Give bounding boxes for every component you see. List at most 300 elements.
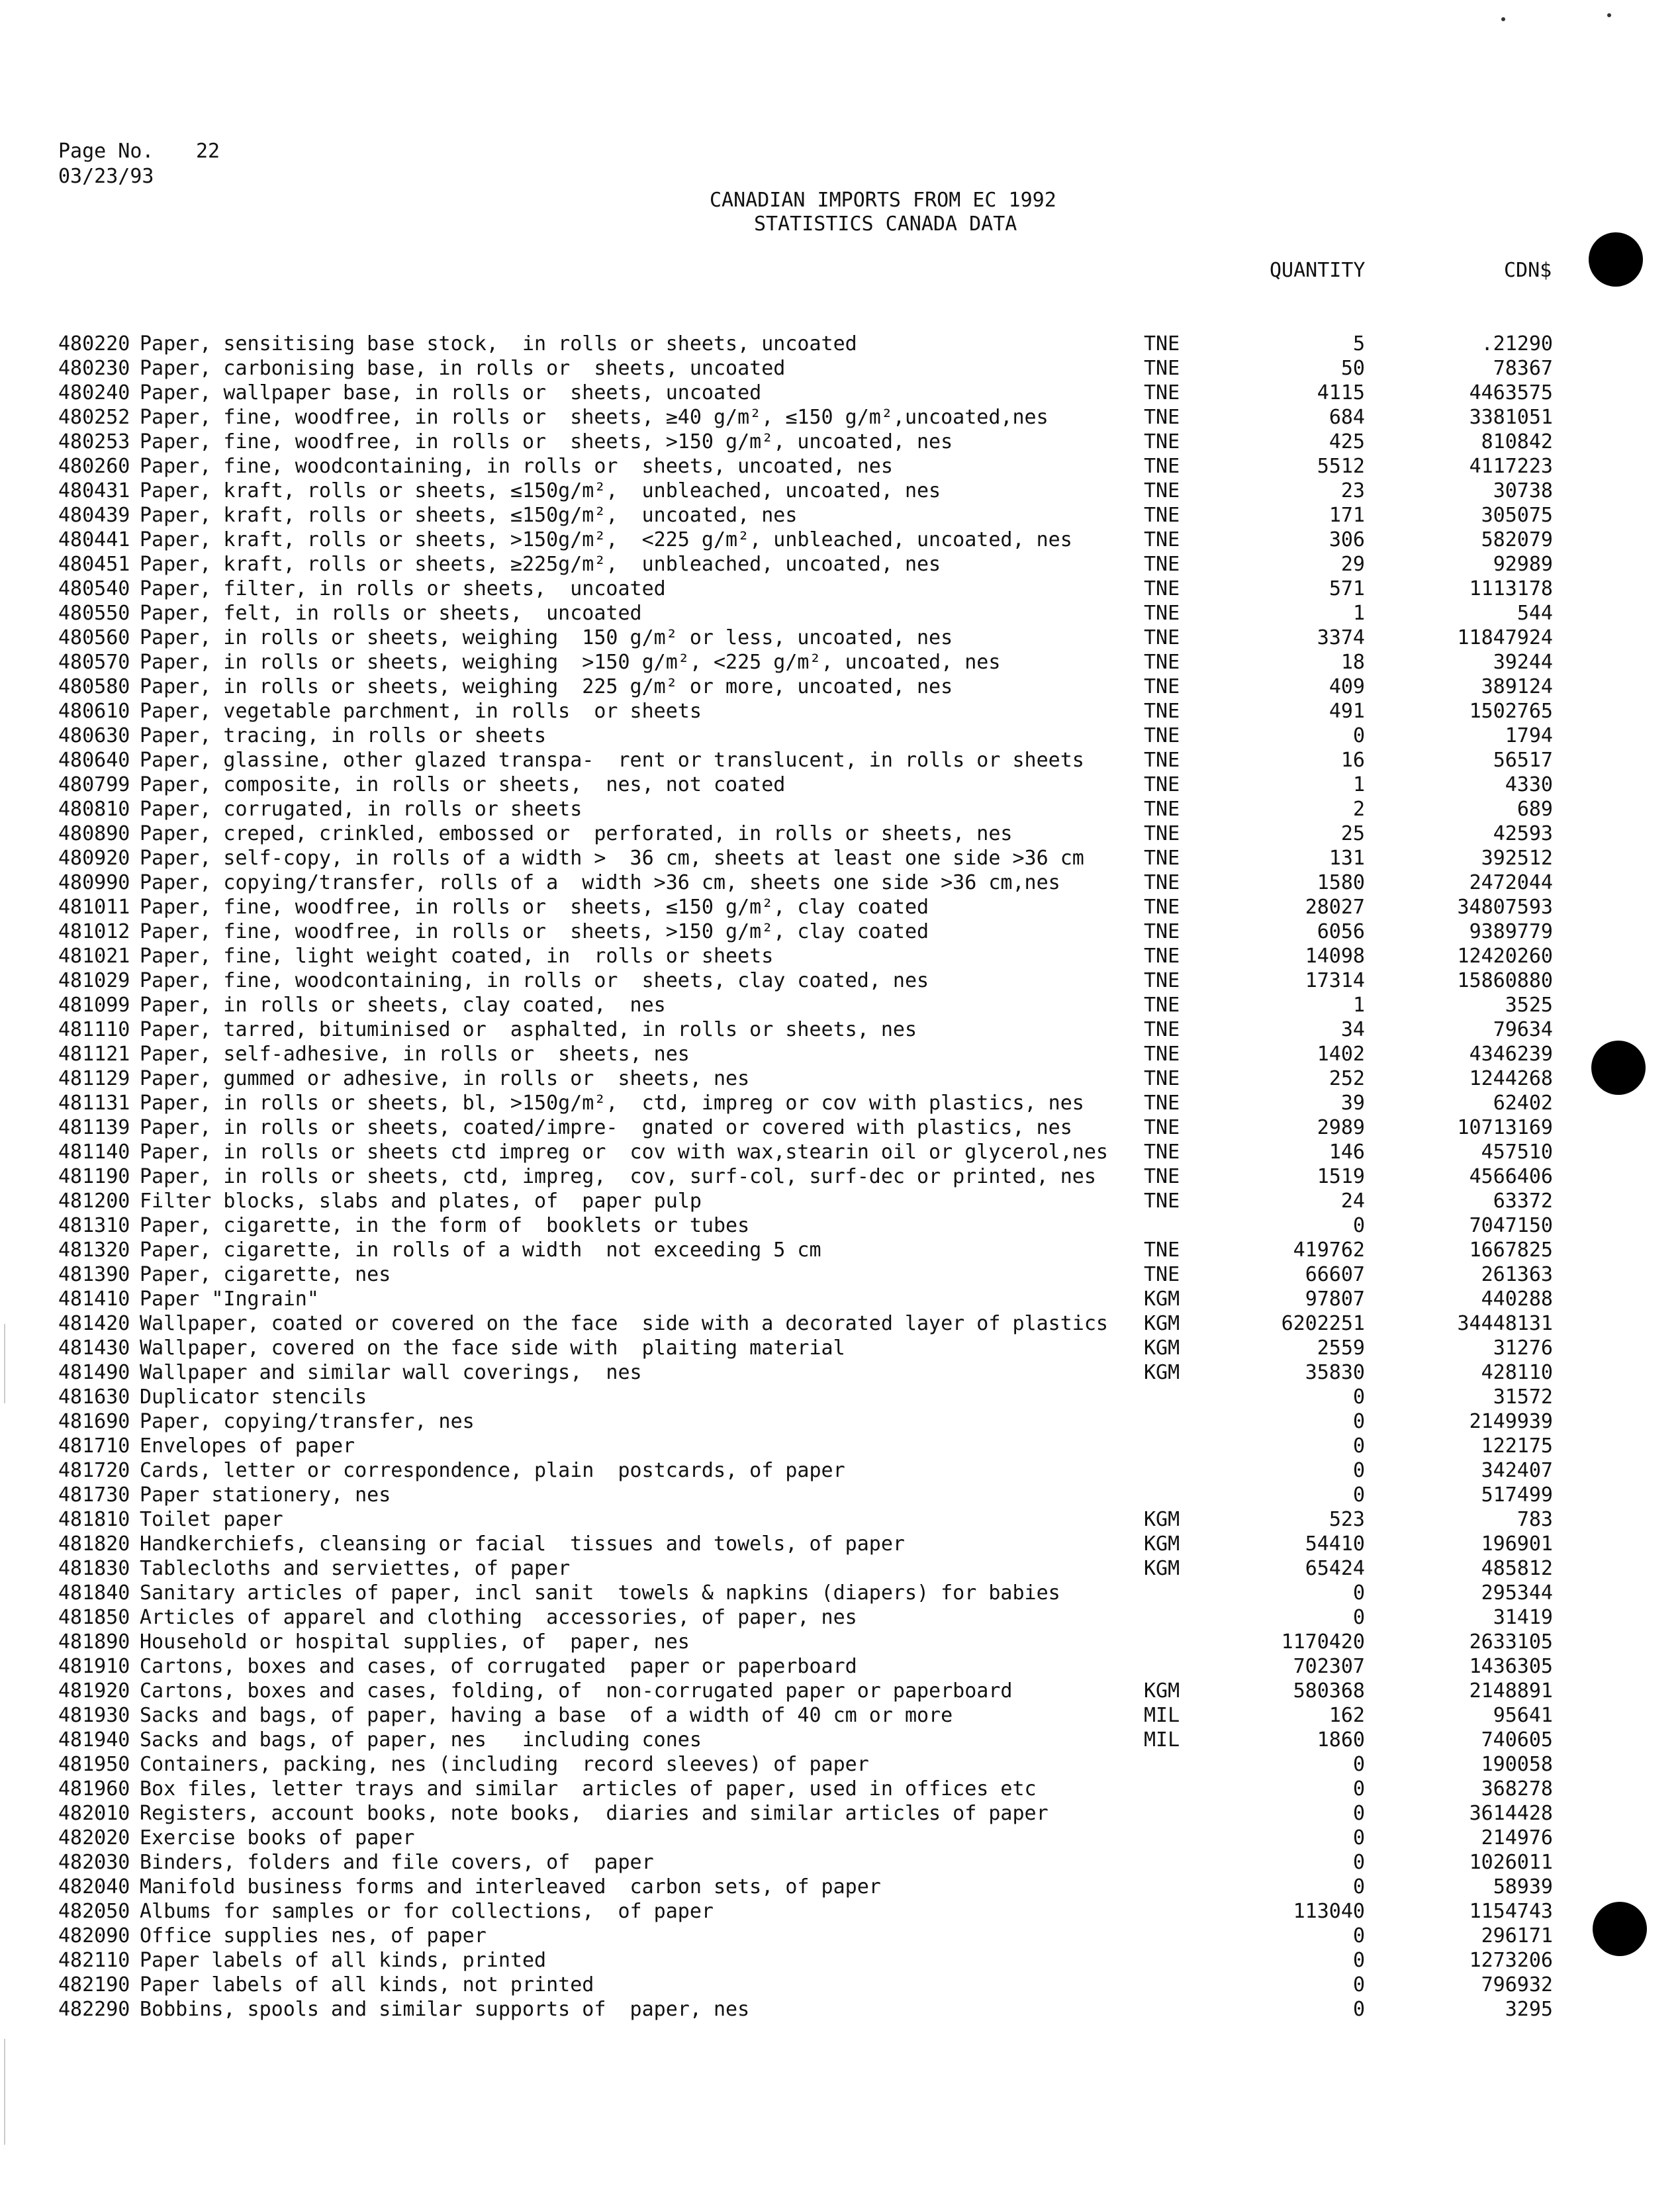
quantity-value: 24	[1340, 1190, 1365, 1213]
table-row	[0, 1091, 1680, 1115]
item-description: Paper, tracing, in rolls or sheets	[140, 724, 547, 747]
item-description: Cartons, boxes and cases, of corrugated paper or paperboard	[140, 1655, 857, 1678]
unit-of-measure: TNE	[1144, 626, 1180, 649]
quantity-value: 0	[1352, 1459, 1365, 1482]
quantity-value: 0	[1352, 1483, 1365, 1507]
quantity-value: 29	[1340, 553, 1365, 576]
table-row	[0, 1189, 1680, 1213]
hs-code: 480260	[58, 455, 130, 478]
item-description: Paper, in rolls or sheets, clay coated, nes	[140, 994, 666, 1017]
table-row	[0, 1238, 1680, 1262]
item-description: Office supplies nes, of paper	[140, 1924, 487, 1947]
item-description: Paper, carbonising base, in rolls or sheets, uncoated	[140, 357, 786, 380]
cdn-value: 95641	[1493, 1704, 1553, 1727]
quantity-value: 5512	[1317, 455, 1365, 478]
hs-code: 480230	[58, 357, 130, 380]
cdn-value: 810842	[1481, 430, 1553, 453]
unit-of-measure: TNE	[1144, 675, 1180, 698]
quantity-value: 0	[1352, 1826, 1365, 1850]
quantity-value: 16	[1340, 749, 1365, 772]
cdn-value: 31419	[1493, 1606, 1553, 1629]
table-row	[0, 919, 1680, 944]
quantity-value: 17314	[1305, 969, 1365, 992]
cdn-value: 214976	[1481, 1826, 1553, 1850]
table-row	[0, 748, 1680, 773]
item-description: Paper, kraft, rolls or sheets, ≥225g/m², unbleached, uncoated, nes	[140, 553, 941, 576]
cdn-value: 689	[1517, 798, 1553, 821]
cdn-value: 30738	[1493, 479, 1553, 502]
table-row	[0, 724, 1680, 748]
quantity-value: 146	[1329, 1141, 1365, 1164]
quantity-value: 0	[1352, 1998, 1365, 2021]
hs-code: 480810	[58, 798, 130, 821]
scan-speck	[1607, 13, 1611, 17]
item-description: Exercise books of paper	[140, 1826, 415, 1850]
cdn-value: 1794	[1505, 724, 1553, 747]
cdn-value: 31572	[1493, 1385, 1553, 1409]
unit-of-measure: TNE	[1144, 945, 1180, 968]
item-description: Paper, vegetable parchment, in rolls or sheets	[140, 700, 702, 723]
quantity-value: 14098	[1305, 945, 1365, 968]
hs-code: 480451	[58, 553, 130, 576]
table-row	[0, 1115, 1680, 1140]
quantity-value: 39	[1340, 1092, 1365, 1115]
unit-of-measure: TNE	[1144, 553, 1180, 576]
quantity-value: 580368	[1293, 1679, 1365, 1703]
item-description: Paper, fine, light weight coated, in rolls or sheets	[140, 945, 774, 968]
item-description: Paper, cigarette, in rolls of a width not exceeding 5 cm	[140, 1239, 821, 1262]
item-description: Paper, in rolls or sheets, weighing 225 g/m² or more, uncoated, nes	[140, 675, 953, 698]
quantity-value: 66607	[1305, 1263, 1365, 1286]
punch-hole	[1589, 232, 1643, 287]
cdn-value: 1244268	[1469, 1067, 1553, 1090]
cdn-value: 740605	[1481, 1728, 1553, 1752]
unit-of-measure: TNE	[1144, 847, 1180, 870]
unit-of-measure: TNE	[1144, 896, 1180, 919]
column-header-cdn: CDN$	[1504, 259, 1552, 282]
hs-code: 481320	[58, 1239, 130, 1262]
item-description: Paper labels of all kinds, printed	[140, 1949, 547, 1972]
table-row	[0, 1213, 1680, 1238]
unit-of-measure: KGM	[1144, 1288, 1180, 1311]
item-description: Paper, fine, woodfree, in rolls or sheets, >150 g/m², uncoated, nes	[140, 430, 953, 453]
quantity-value: 0	[1352, 1434, 1365, 1458]
unit-of-measure: TNE	[1144, 724, 1180, 747]
table-row	[0, 797, 1680, 821]
report-title: CANADIAN IMPORTS FROM EC 1992	[710, 189, 1056, 212]
item-description: Handkerchiefs, cleansing or facial tissues and towels, of paper	[140, 1532, 905, 1556]
hs-code: 481420	[58, 1312, 130, 1335]
item-description: Sacks and bags, of paper, nes including cones	[140, 1728, 702, 1752]
item-description: Filter blocks, slabs and plates, of paper pulp	[140, 1190, 702, 1213]
hs-code: 481940	[58, 1728, 130, 1752]
hs-code: 482290	[58, 1998, 130, 2021]
quantity-value: 684	[1329, 406, 1365, 429]
item-description: Paper, fine, woodfree, in rolls or sheets, ≥40 g/m², ≤150 g/m²,uncoated,nes	[140, 406, 1049, 429]
table-row	[0, 1826, 1680, 1850]
hs-code: 481099	[58, 994, 130, 1017]
quantity-value: 1	[1352, 602, 1365, 625]
item-description: Tablecloths and serviettes, of paper	[140, 1557, 571, 1580]
table-row	[0, 1164, 1680, 1189]
unit-of-measure: KGM	[1144, 1312, 1180, 1335]
item-description: Paper, creped, crinkled, embossed or perforated, in rolls or sheets, nes	[140, 822, 1013, 845]
cdn-value: 517499	[1481, 1483, 1553, 1507]
cdn-value: 295344	[1481, 1581, 1553, 1605]
cdn-value: 1273206	[1469, 1949, 1553, 1972]
table-row	[0, 675, 1680, 699]
table-row	[0, 895, 1680, 919]
item-description: Paper, self-adhesive, in rolls or sheets, nes	[140, 1043, 690, 1066]
cdn-value: 389124	[1481, 675, 1553, 698]
table-row	[0, 1360, 1680, 1385]
cdn-value: 42593	[1493, 822, 1553, 845]
cdn-value: 3614428	[1469, 1802, 1553, 1825]
unit-of-measure: KGM	[1144, 1508, 1180, 1531]
item-description: Envelopes of paper	[140, 1434, 355, 1458]
table-row	[0, 1703, 1680, 1728]
hs-code: 480540	[58, 577, 130, 600]
unit-of-measure: KGM	[1144, 1336, 1180, 1360]
unit-of-measure: MIL	[1144, 1704, 1180, 1727]
item-description: Paper, fine, woodcontaining, in rolls or sheets, uncoated, nes	[140, 455, 893, 478]
quantity-value: 6202251	[1281, 1312, 1365, 1335]
cdn-value: 58939	[1493, 1875, 1553, 1898]
hs-code: 480799	[58, 773, 130, 796]
page-label: Page No.	[58, 140, 154, 163]
unit-of-measure: TNE	[1144, 1116, 1180, 1139]
cdn-value: 796932	[1481, 1973, 1553, 1996]
unit-of-measure: TNE	[1144, 528, 1180, 551]
cdn-value: 1502765	[1469, 700, 1553, 723]
quantity-value: 25	[1340, 822, 1365, 845]
cdn-value: 261363	[1481, 1263, 1553, 1286]
table-row	[0, 381, 1680, 405]
quantity-value: 6056	[1317, 920, 1365, 943]
hs-code: 481390	[58, 1263, 130, 1286]
cdn-value: 34448131	[1457, 1312, 1553, 1335]
item-description: Paper, fine, woodcontaining, in rolls or sheets, clay coated, nes	[140, 969, 929, 992]
table-row	[0, 1850, 1680, 1875]
unit-of-measure: TNE	[1144, 871, 1180, 894]
hs-code: 481021	[58, 945, 130, 968]
quantity-value: 0	[1352, 724, 1365, 747]
unit-of-measure: MIL	[1144, 1728, 1180, 1752]
item-description: Paper, fine, woodfree, in rolls or sheets, ≤150 g/m², clay coated	[140, 896, 929, 919]
unit-of-measure: TNE	[1144, 773, 1180, 796]
table-row	[0, 1140, 1680, 1164]
item-description: Paper, cigarette, nes	[140, 1263, 391, 1286]
table-row	[0, 1532, 1680, 1556]
item-description: Toilet paper	[140, 1508, 283, 1531]
table-row	[0, 1752, 1680, 1777]
table-row	[0, 1434, 1680, 1458]
hs-code: 480240	[58, 381, 130, 404]
item-description: Wallpaper, coated or covered on the face side with a decorated layer of plastics	[140, 1312, 1108, 1335]
item-description: Paper, kraft, rolls or sheets, ≤150g/m², uncoated, nes	[140, 504, 798, 527]
unit-of-measure: TNE	[1144, 381, 1180, 404]
hs-code: 480560	[58, 626, 130, 649]
table-row	[0, 1409, 1680, 1434]
hs-code: 481850	[58, 1606, 130, 1629]
item-description: Box files, letter trays and similar articles of paper, used in offices etc	[140, 1777, 1037, 1801]
hs-code: 481820	[58, 1532, 130, 1556]
quantity-value: 28027	[1305, 896, 1365, 919]
hs-code: 480570	[58, 651, 130, 674]
table-row	[0, 503, 1680, 528]
hs-code: 481730	[58, 1483, 130, 1507]
quantity-value: 1402	[1317, 1043, 1365, 1066]
quantity-value: 2989	[1317, 1116, 1365, 1139]
quantity-value: 1	[1352, 773, 1365, 796]
quantity-value: 162	[1329, 1704, 1365, 1727]
unit-of-measure: TNE	[1144, 920, 1180, 943]
cdn-value: 1436305	[1469, 1655, 1553, 1678]
table-row	[0, 1581, 1680, 1605]
quantity-value: 131	[1329, 847, 1365, 870]
item-description: Binders, folders and file covers, of paper	[140, 1851, 654, 1874]
cdn-value: 7047150	[1469, 1214, 1553, 1237]
cdn-value: 79634	[1493, 1018, 1553, 1041]
quantity-value: 0	[1352, 1606, 1365, 1629]
report-date: 03/23/93	[58, 165, 154, 188]
cdn-value: 4117223	[1469, 455, 1553, 478]
quantity-value: 113040	[1293, 1900, 1365, 1923]
hs-code: 480441	[58, 528, 130, 551]
hs-code: 481012	[58, 920, 130, 943]
hs-code: 481200	[58, 1190, 130, 1213]
quantity-value: 1170420	[1281, 1630, 1365, 1654]
quantity-value: 1519	[1317, 1165, 1365, 1188]
item-description: Paper, in rolls or sheets ctd impreg or cov with wax,stearin oil or glycerol,nes	[140, 1141, 1108, 1164]
unit-of-measure: TNE	[1144, 332, 1180, 355]
quantity-value: 0	[1352, 1949, 1365, 1972]
item-description: Registers, account books, note books, diaries and similar articles of paper	[140, 1802, 1049, 1825]
table-row	[0, 430, 1680, 454]
table-row	[0, 1066, 1680, 1091]
item-description: Paper, felt, in rolls or sheets, uncoated	[140, 602, 642, 625]
hs-code: 482050	[58, 1900, 130, 1923]
cdn-value: 4566406	[1469, 1165, 1553, 1188]
item-description: Paper, fine, woodfree, in rolls or sheets, >150 g/m², clay coated	[140, 920, 929, 943]
quantity-value: 419762	[1293, 1239, 1365, 1262]
quantity-value: 18	[1340, 651, 1365, 674]
item-description: Wallpaper and similar wall coverings, nes	[140, 1361, 642, 1384]
cdn-value: 11847924	[1457, 626, 1553, 649]
table-row	[0, 528, 1680, 552]
table-row	[0, 993, 1680, 1017]
table-row	[0, 846, 1680, 870]
quantity-value: 2	[1352, 798, 1365, 821]
hs-code: 480253	[58, 430, 130, 453]
item-description: Paper, wallpaper base, in rolls or sheets, uncoated	[140, 381, 762, 404]
unit-of-measure: KGM	[1144, 1361, 1180, 1384]
cdn-value: 12420260	[1457, 945, 1553, 968]
hs-code: 481960	[58, 1777, 130, 1801]
item-description: Paper labels of all kinds, not printed	[140, 1973, 594, 1996]
hs-code: 480431	[58, 479, 130, 502]
table-row	[0, 1973, 1680, 1997]
cdn-value: 368278	[1481, 1777, 1553, 1801]
cdn-value: 34807593	[1457, 896, 1553, 919]
item-description: Articles of apparel and clothing accessories, of paper, nes	[140, 1606, 857, 1629]
quantity-value: 65424	[1305, 1557, 1365, 1580]
table-row	[0, 479, 1680, 503]
cdn-value: 62402	[1493, 1092, 1553, 1115]
hs-code: 482030	[58, 1851, 130, 1874]
unit-of-measure: TNE	[1144, 1067, 1180, 1090]
quantity-value: 252	[1329, 1067, 1365, 1090]
cdn-value: 9389779	[1469, 920, 1553, 943]
table-row	[0, 356, 1680, 381]
hs-code: 482190	[58, 1973, 130, 1996]
hs-code: 480550	[58, 602, 130, 625]
cdn-value: 1026011	[1469, 1851, 1553, 1874]
hs-code: 481121	[58, 1043, 130, 1066]
quantity-value: 3374	[1317, 626, 1365, 649]
hs-code: 481029	[58, 969, 130, 992]
cdn-value: 190058	[1481, 1753, 1553, 1776]
quantity-value: 4115	[1317, 381, 1365, 404]
unit-of-measure: TNE	[1144, 455, 1180, 478]
unit-of-measure: TNE	[1144, 1018, 1180, 1041]
quantity-value: 54410	[1305, 1532, 1365, 1556]
item-description: Bobbins, spools and similar supports of paper, nes	[140, 1998, 750, 2021]
hs-code: 480630	[58, 724, 130, 747]
hs-code: 481930	[58, 1704, 130, 1727]
quantity-value: 97807	[1305, 1288, 1365, 1311]
item-description: Cartons, boxes and cases, folding, of non-corrugated paper or paperboard	[140, 1679, 1013, 1703]
item-description: Manifold business forms and interleaved carbon sets, of paper	[140, 1875, 881, 1898]
quantity-value: 1860	[1317, 1728, 1365, 1752]
cdn-value: 3525	[1505, 994, 1553, 1017]
quantity-value: 50	[1340, 357, 1365, 380]
table-row	[0, 699, 1680, 724]
item-description: Duplicator stencils	[140, 1385, 367, 1409]
item-description: Paper, kraft, rolls or sheets, ≤150g/m², unbleached, uncoated, nes	[140, 479, 941, 502]
unit-of-measure: TNE	[1144, 969, 1180, 992]
hs-code: 481920	[58, 1679, 130, 1703]
cdn-value: 1667825	[1469, 1239, 1553, 1262]
item-description: Sacks and bags, of paper, having a base of a width of 40 cm or more	[140, 1704, 953, 1727]
quantity-value: 0	[1352, 1581, 1365, 1605]
hs-code: 481810	[58, 1508, 130, 1531]
quantity-value: 23	[1340, 479, 1365, 502]
item-description: Paper, in rolls or sheets, weighing >150 g/m², <225 g/m², uncoated, nes	[140, 651, 1001, 674]
table-row	[0, 552, 1680, 577]
cdn-value: 2149939	[1469, 1410, 1553, 1433]
quantity-value: 1580	[1317, 871, 1365, 894]
unit-of-measure: TNE	[1144, 749, 1180, 772]
item-description: Paper, tarred, bituminised or asphalted, in rolls or sheets, nes	[140, 1018, 917, 1041]
table-row	[0, 1924, 1680, 1948]
quantity-value: 523	[1329, 1508, 1365, 1531]
hs-code: 481830	[58, 1557, 130, 1580]
table-row	[0, 1605, 1680, 1630]
hs-code: 481490	[58, 1361, 130, 1384]
item-description: Containers, packing, nes (including record sleeves) of paper	[140, 1753, 869, 1776]
table-row	[0, 821, 1680, 846]
hs-code: 480439	[58, 504, 130, 527]
hs-code: 481110	[58, 1018, 130, 1041]
table-row	[0, 944, 1680, 968]
hs-code: 482110	[58, 1949, 130, 1972]
hs-code: 481140	[58, 1141, 130, 1164]
hs-code: 481710	[58, 1434, 130, 1458]
hs-code: 481011	[58, 896, 130, 919]
unit-of-measure: TNE	[1144, 1239, 1180, 1262]
report-subtitle: STATISTICS CANADA DATA	[754, 212, 1017, 236]
quantity-value: 0	[1352, 1410, 1365, 1433]
page-number: 22	[196, 140, 220, 163]
hs-code: 481910	[58, 1655, 130, 1678]
quantity-value: 1	[1352, 994, 1365, 1017]
quantity-value: 0	[1352, 1875, 1365, 1898]
table-row	[0, 1262, 1680, 1287]
item-description: Paper, self-copy, in rolls of a width > 36 cm, sheets at least one side >36 cm	[140, 847, 1084, 870]
unit-of-measure: TNE	[1144, 577, 1180, 600]
cdn-value: 428110	[1481, 1361, 1553, 1384]
table-row	[0, 1679, 1680, 1703]
hs-code: 481129	[58, 1067, 130, 1090]
table-row	[0, 626, 1680, 650]
cdn-value: 78367	[1493, 357, 1553, 380]
unit-of-measure: TNE	[1144, 406, 1180, 429]
table-row	[0, 1287, 1680, 1311]
unit-of-measure: TNE	[1144, 994, 1180, 1017]
cdn-value: 2148891	[1469, 1679, 1553, 1703]
quantity-value: 171	[1329, 504, 1365, 527]
item-description: Paper, glassine, other glazed transpa- rent or translucent, in rolls or sheets	[140, 749, 1084, 772]
cdn-value: 4330	[1505, 773, 1553, 796]
quantity-value: 0	[1352, 1851, 1365, 1874]
item-description: Paper, copying/transfer, rolls of a width >36 cm, sheets one side >36 cm,nes	[140, 871, 1060, 894]
table-row	[0, 405, 1680, 430]
item-description: Albums for samples or for collections, of paper	[140, 1900, 714, 1923]
scan-speck	[1501, 17, 1505, 21]
hs-code: 480920	[58, 847, 130, 870]
table-row	[0, 1042, 1680, 1066]
hs-code: 482010	[58, 1802, 130, 1825]
cdn-value: 31276	[1493, 1336, 1553, 1360]
column-header-quantity: QUANTITY	[1270, 259, 1366, 282]
cdn-value: 582079	[1481, 528, 1553, 551]
item-description: Paper, in rolls or sheets, bl, >150g/m², ctd, impreg or cov with plastics, nes	[140, 1092, 1084, 1115]
unit-of-measure: KGM	[1144, 1532, 1180, 1556]
hs-code: 481131	[58, 1092, 130, 1115]
hs-code: 481430	[58, 1336, 130, 1360]
cdn-value: 457510	[1481, 1141, 1553, 1164]
unit-of-measure: TNE	[1144, 479, 1180, 502]
table-row	[0, 1654, 1680, 1679]
quantity-value: 2559	[1317, 1336, 1365, 1360]
table-row	[0, 332, 1680, 356]
hs-code: 481840	[58, 1581, 130, 1605]
unit-of-measure: TNE	[1144, 1141, 1180, 1164]
unit-of-measure: TNE	[1144, 700, 1180, 723]
hs-code: 480990	[58, 871, 130, 894]
cdn-value: 783	[1517, 1508, 1553, 1531]
cdn-value: 342407	[1481, 1459, 1553, 1482]
cdn-value: 544	[1517, 602, 1553, 625]
unit-of-measure: KGM	[1144, 1679, 1180, 1703]
table-row	[0, 601, 1680, 626]
table-row	[0, 1948, 1680, 1973]
unit-of-measure: TNE	[1144, 504, 1180, 527]
cdn-value: 2633105	[1469, 1630, 1553, 1654]
quantity-value: 0	[1352, 1753, 1365, 1776]
table-row	[0, 1385, 1680, 1409]
